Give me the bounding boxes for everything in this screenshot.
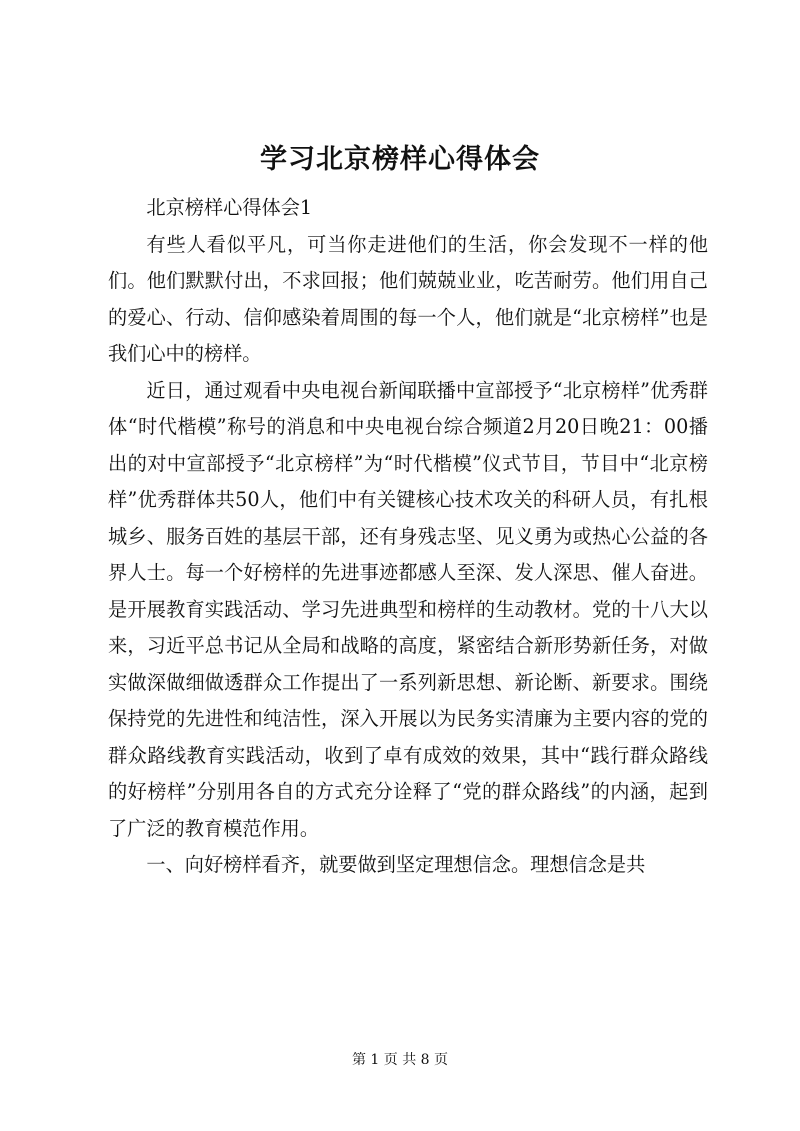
document-title: 学习北京榜样心得体会 [260,144,540,175]
paragraph: 有些人看似平凡，可当你走进他们的生活，你会发现不一样的他们。他们默默付出，不求回报；他们兢兢业业，吃苦耐劳。他们用自己的爱心、行动、信仰感染着周围的每一个人，他们就是“北京榜样”也是我们心中的榜样。 [108,232,708,365]
paragraph: 一、向好榜样看齐，就要做到坚定理想信念。理想信念是共 [146,853,646,876]
paragraph: 近日，通过观看中央电视台新闻联播中宣部授予“北京榜样”优秀群体“时代楷模”称号的消息和中央电视台综合频道2月20日晚21：00播出的对中宣部授予“北京榜样”为“时代楷模”仪式节目，节目中“北京榜样”优秀群体共50人，他们中有关键核心技术攻关的科研人员，有扎根城乡、服务百姓的基层干部，还有身残志坚、见义勇为或热心公益的各界人士。每一个好榜样的先进事迹都感人至深、发人深思、催人奋进。是开展教育实践活动、学习先进典型和榜样的生动教材。党的十八大以来，习近平总书记从全局和战略的高度，紧密结合新形势新任务，对做实做深做细做透群众工作提出了一系列新思想、新论断、新要求。围绕保持党的先进性和纯洁性，深入开展以为民务实清廉为主要内容的党的群众路线教育实践活动，收到了卓有成效的效果，其中“践行群众路线的好榜样”分别用各自的方式充分诠释了“党的群众路线”的内涵，起到了广泛的教育模范作用。 [108,378,708,840]
document-body [108,190,708,884]
page-number-footer: 第 1 页 共 8 页 [351,1052,449,1068]
paragraph-subtitle: 北京榜样心得体会1 [146,196,313,219]
